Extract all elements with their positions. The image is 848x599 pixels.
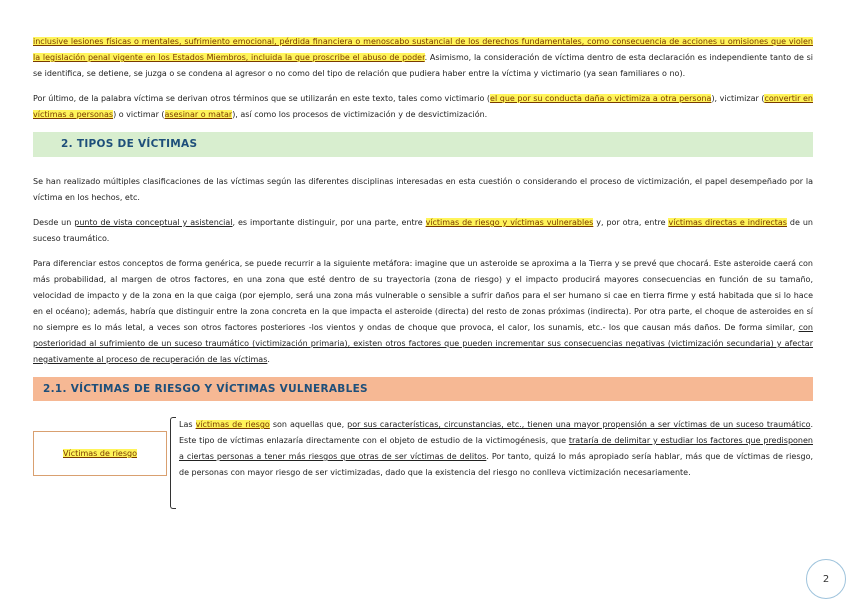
paragraph-derived-terms bbox=[33, 91, 813, 123]
section-heading-tipos-de-victimas: 2. TIPOS DE VÍCTIMAS bbox=[33, 132, 813, 157]
text: y, por otra, entre bbox=[593, 218, 669, 227]
page-number: 2 bbox=[806, 559, 846, 599]
section-heading-victimas-riesgo-vulnerables: 2.1. VÍCTIMAS DE RIESGO Y VÍCTIMAS VULNERABLES bbox=[33, 377, 813, 401]
victimizar-definition: convertir en víctimas a personas bbox=[33, 94, 813, 119]
definition-term: Víctimas de riesgo bbox=[63, 449, 137, 458]
text: Para diferenciar estos conceptos de forma genérica, se puede recurrir a la siguiente metáfora: imagine que un asteroide se aproxima a la Tierra y se prevé que chocará. Este asteroide caerá con más probabilidad, al margen de otros factores, en una zona que esté dentro de su trayectoria (zona de riesgo) y el impacto producirá mayores consecuencias en función de su tamaño, velocidad de impacto y de la zona en la que caiga (por ejemplo, será una zona más vulnerable o sensible a sufrir daños para el ser humano si cae en tierra firme y está habitada que si lo hace en el océano); además, habría que distinguir entre la zona concreta en la que impacta el asteroide (directa) del resto de zonas próximas (indirecta). Por otra parte, el choque de asteroides en sí no siempre es lo más letal, a veces son otros factores posteriores -los vientos y ondas de choque que provoca, el calor, los sunamis, etc.- los que causan más daños. De forma similar, bbox=[33, 259, 813, 332]
definition-term-box bbox=[33, 431, 167, 476]
definition-text bbox=[179, 417, 813, 481]
victimario-definition: el que por su conducta daña o victimiza a otra persona bbox=[490, 94, 712, 103]
paragraph-text: . Asimismo, la consideración de víctima dentro de esta declaración es independiente tanto de si se identifica, se detiene, se juzga o se condena al agresor o no como del tipo de relación que pudiera haber entre la víctima y victimario (ya sean familiares o no). bbox=[33, 53, 814, 78]
text: Las bbox=[179, 420, 196, 429]
paragraph-distinction bbox=[33, 215, 813, 247]
text: Desde un bbox=[33, 218, 75, 227]
text: Por último, de la palabra víctima se derivan otros términos que se utilizarán en este texto, tales como victimario ( bbox=[33, 94, 491, 103]
underlined-phrase: punto de vista conceptual y asistencial bbox=[74, 218, 233, 227]
highlight-riesgo-vulnerables: víctimas de riesgo y víctimas vulnerables bbox=[425, 218, 594, 227]
brace-bracket bbox=[170, 417, 176, 509]
text: ) o victimar ( bbox=[113, 110, 165, 119]
highlighted-definition: inclusive lesiones físicas o mentales, sufrimiento emocional, pérdida financiera o menoscabo sustancial de los derechos fundamentales, como consecuencia de acciones u omisiones que violen la legislación penal vigente en los Estados Miembros, incluida la que proscribe el abuso de poder bbox=[33, 37, 813, 62]
text: ), así como los procesos de victimización y de desvictimización. bbox=[232, 110, 488, 119]
definition-block bbox=[33, 417, 813, 507]
highlight-directas-indirectas: víctimas directas e indirectas bbox=[668, 218, 787, 227]
text: son aquellas que, bbox=[269, 420, 348, 429]
underlined-phrase: por sus características, circunstancias, etc., tienen una mayor propensión a ser víctimas de un suceso traumático bbox=[347, 420, 811, 429]
paragraph-asteroid-metaphor bbox=[33, 256, 813, 368]
underlined-phrase: trataría de delimitar y estudiar los factores que predisponen a ciertas personas a tener más riesgos que otras de ser víctimas de delitos bbox=[179, 436, 813, 461]
text: . bbox=[267, 355, 270, 364]
text: ), victimizar ( bbox=[711, 94, 765, 103]
victimar-definition: asesinar o matar bbox=[164, 110, 233, 119]
text: de un suceso traumático. bbox=[33, 218, 813, 243]
text: . Este tipo de víctimas enlazaría directamente con el objeto de estudio de la victimogénesis, que bbox=[179, 420, 813, 445]
text: , es importante distinguir, por una parte, entre bbox=[232, 218, 426, 227]
document-page bbox=[33, 34, 813, 507]
underlined-conclusion: con posterioridad al sufrimiento de un suceso traumático (victimización primaria), existen otros factores que pueden incrementar sus consecuencias negativas (victimización secundaria) y afectar negativamente al proceso de recuperación de las víctimas bbox=[33, 323, 813, 364]
text: . Por tanto, quizá lo más apropiado sería hablar, más que de víctimas de riesgo, de personas con mayor riesgo de ser victimizadas, dado que la existencia del riesgo no conlleva victimización necesariamente. bbox=[179, 452, 814, 477]
paragraph-declaration bbox=[33, 34, 813, 82]
highlight-victimas-de-riesgo: víctimas de riesgo bbox=[195, 420, 270, 429]
paragraph-classifications: Se han realizado múltiples clasificaciones de las víctimas según las diferentes disciplinas interesadas en esta cuestión o considerando el proceso de victimización, el papel desempeñado por la víctima en los hechos, etc. bbox=[33, 177, 813, 202]
